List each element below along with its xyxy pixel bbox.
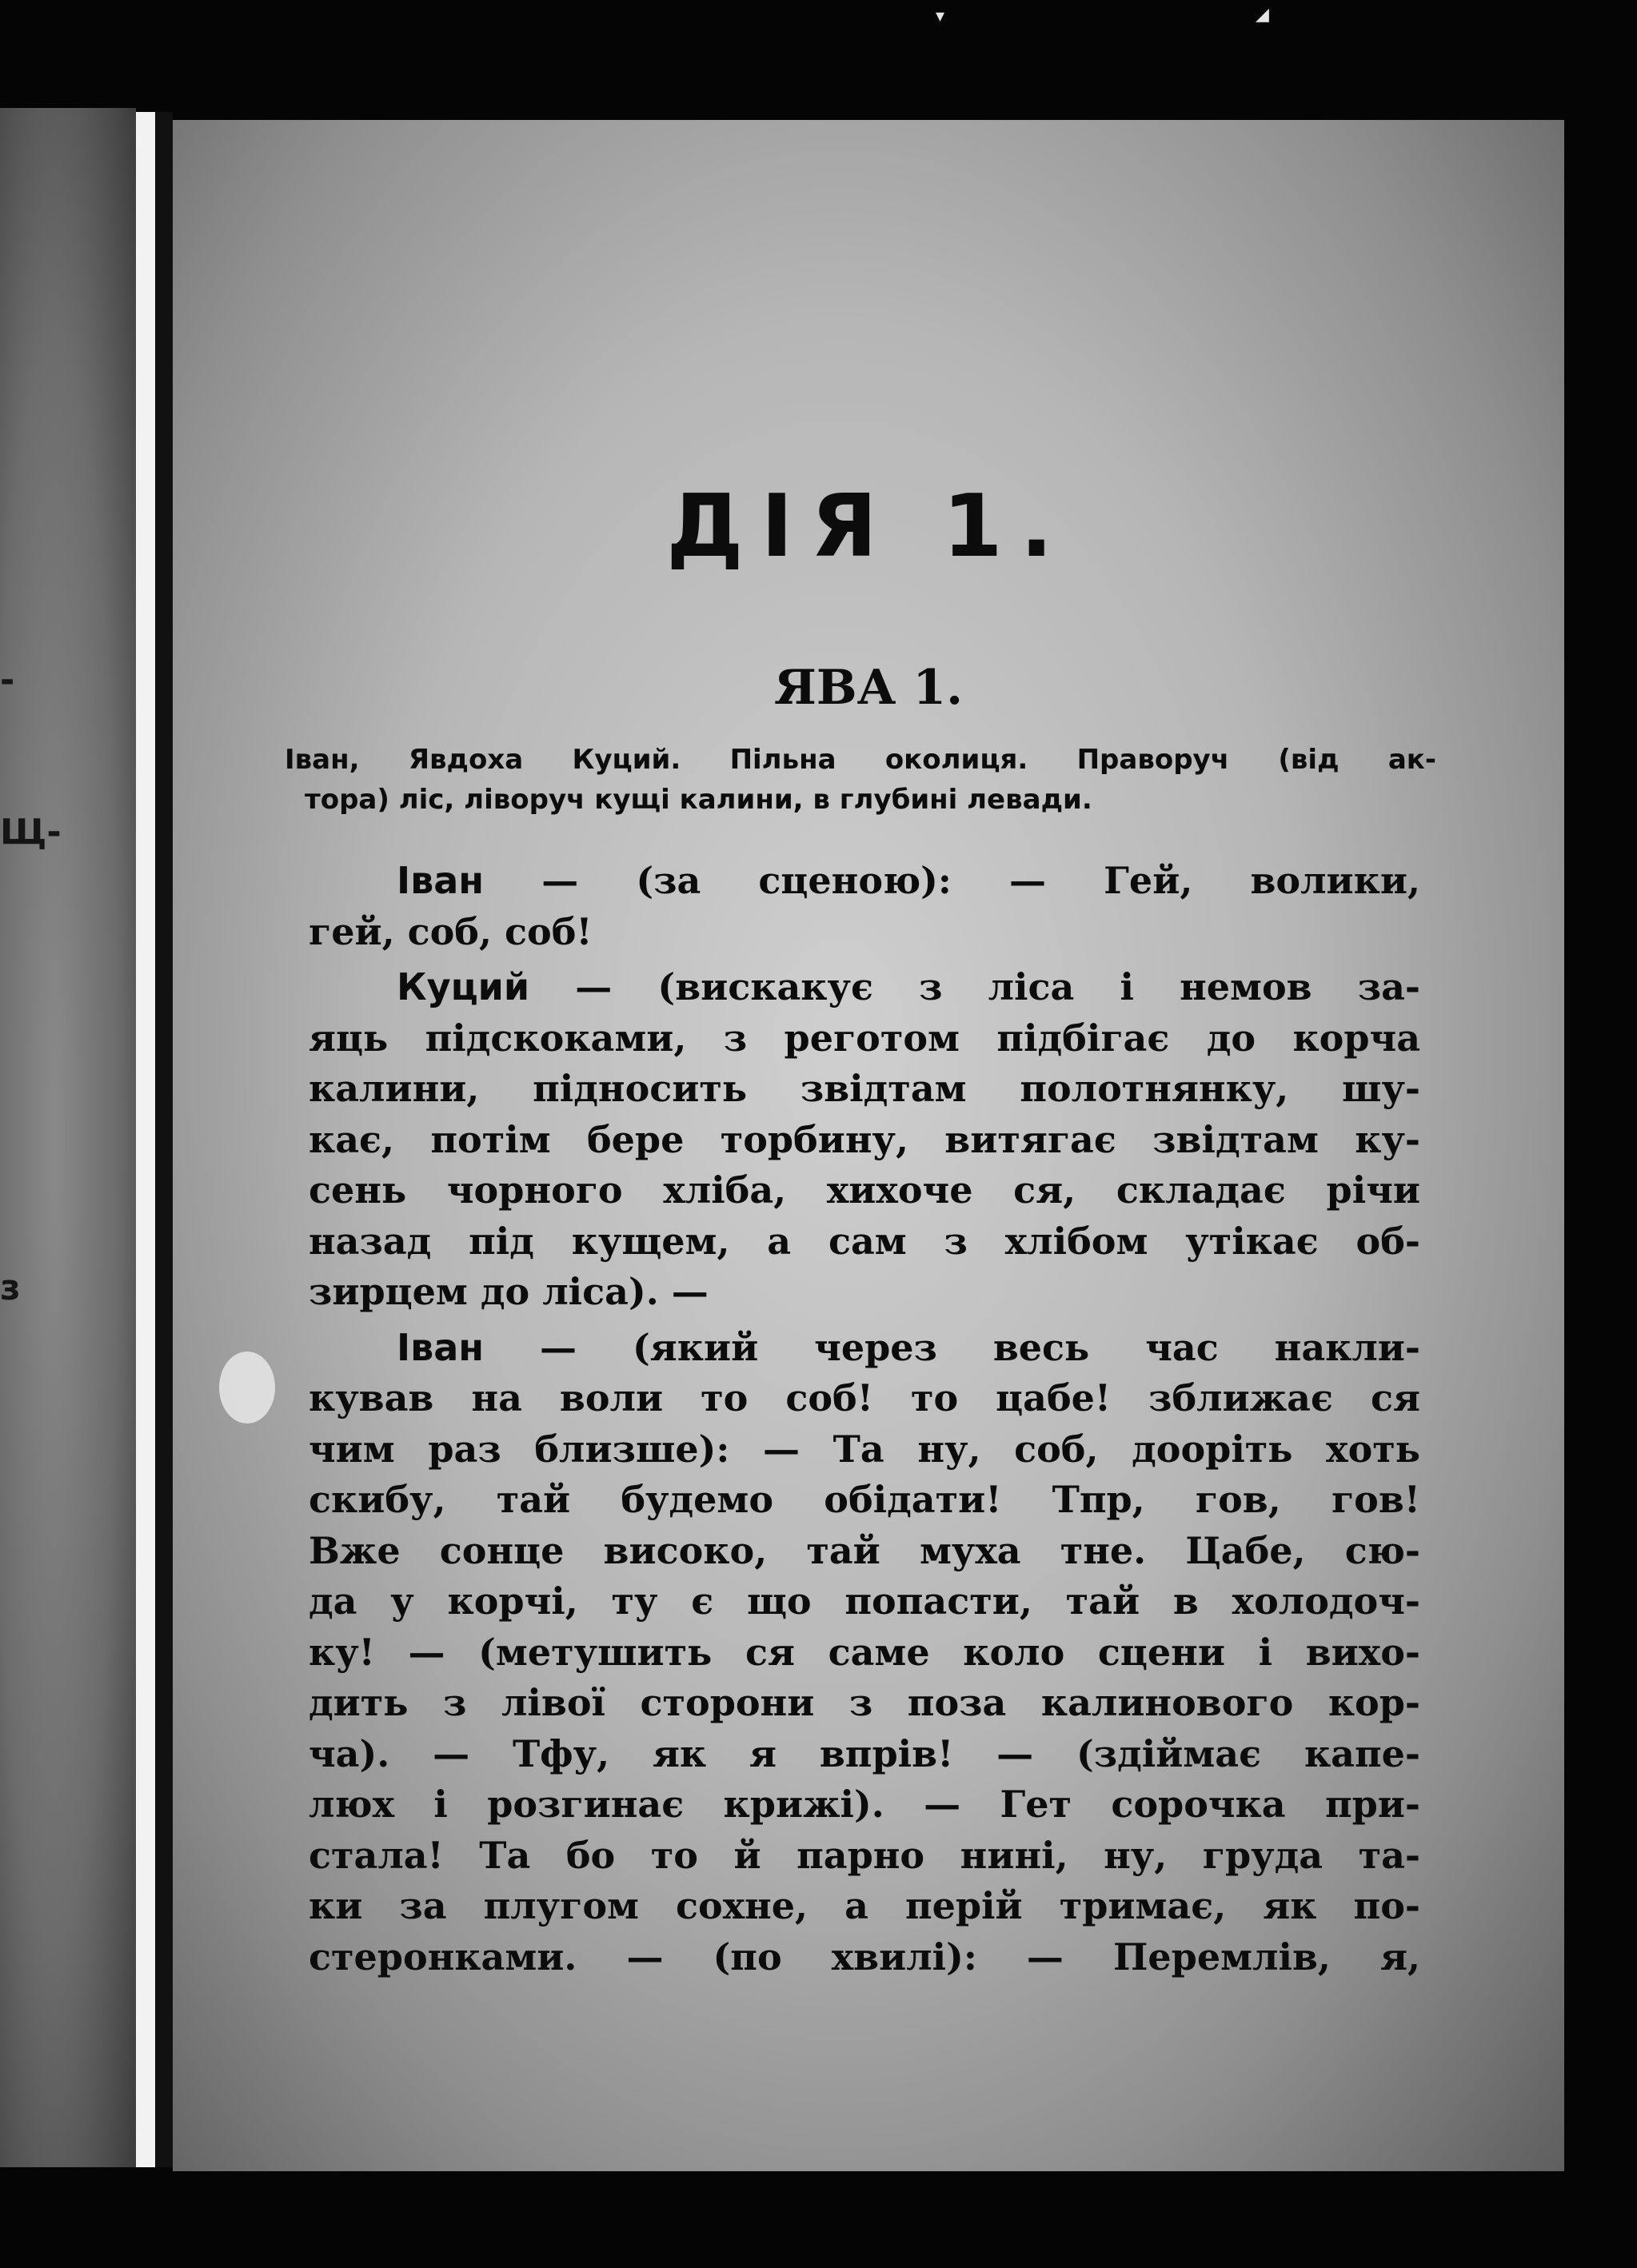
speech-text: — (вискакує з ліса і немов за- [575, 965, 1420, 1008]
text-line: назад під кущем, а сам з хлібом утікає об- [309, 1219, 1420, 1263]
left-page-fragment: з [0, 1268, 21, 1308]
text-line: кає, потім бере торбину, витягає звідтам ку- [309, 1117, 1420, 1161]
page-gutter [136, 112, 155, 2167]
text-line: стеронками. — (по хвилі): — Перемлів, я, [309, 1935, 1420, 1979]
page-gutter-shadow [155, 112, 173, 2167]
text-line: стала! Та бо то й парно нині, ну, груда та- [309, 1833, 1420, 1877]
speech-kutsyi [309, 962, 1420, 1318]
text-line: ча). — Тфу, як я впрів! — (здіймає капе- [309, 1731, 1420, 1775]
film-mark: ◢ [1256, 5, 1269, 25]
text-line: дить з лівої сторони з поза калинового кор- [309, 1681, 1420, 1724]
text-line [309, 962, 1420, 1013]
speaker-name: Іван [397, 859, 485, 902]
stage-direction-line: тора) ліс, ліворуч кущі калини, в глубині левади. [305, 784, 1092, 816]
act-title: ДІЯ 1. [666, 477, 1071, 577]
left-page-edge [0, 108, 136, 2167]
text-line: калини, підносить звідтам полотнянку, шу- [309, 1067, 1420, 1110]
left-page-fragment: Щ- [0, 812, 62, 852]
paper-stain [219, 1352, 275, 1423]
text-line: ки за плугом сохне, а перій тримає, як по- [309, 1884, 1420, 1927]
book-page [173, 120, 1564, 2171]
speaker-name: Куций [397, 965, 530, 1008]
stage-direction [285, 740, 1436, 820]
scene-title: ЯВА 1. [773, 660, 963, 716]
speech-ivan-1 [309, 856, 1420, 957]
text-line [309, 1323, 1420, 1374]
speech-ivan-2 [309, 1323, 1420, 1983]
text-line: гей, соб, соб! [309, 909, 593, 953]
text-line: да у корчі, ту є що попасти, тай в холодоч- [309, 1579, 1420, 1623]
text-line [309, 856, 1420, 907]
speech-text: — (який через весь час накли- [540, 1325, 1421, 1369]
speaker-name: Іван [397, 1325, 485, 1369]
speech-text: — (за сценою): — Гей, волики, [541, 859, 1421, 902]
text-line: люх і розгинає крижі). — Гет сорочка при- [309, 1783, 1420, 1826]
text-line: зирцем до ліса). — [309, 1270, 709, 1313]
text-line: ку! — (метушить ся саме коло сцени і вихо- [309, 1630, 1420, 1674]
film-mark: ▾ [936, 6, 945, 26]
stage-direction-line: Іван, Явдоха Куций. Пільна околиця. Праворуч (від ак- [285, 744, 1436, 776]
dialogue [309, 856, 1420, 1987]
text-line: яць підскоками, з реготом підбігає до корча [309, 1016, 1420, 1060]
text-line: Вже сонце високо, тай муха тне. Цабе, сю- [309, 1528, 1420, 1572]
left-page-fragment: - [0, 660, 15, 701]
text-line: чим раз близше): — Та ну, соб, дооріть хоть [309, 1427, 1420, 1471]
text-line: сень чорного хліба, хихоче ся, складає річи [309, 1168, 1420, 1212]
text-line: скибу, тай будемо обідати! Тпр, гов, гов! [309, 1478, 1420, 1521]
text-line: кував на воли то соб! то цабе! зближає ся [309, 1376, 1420, 1419]
